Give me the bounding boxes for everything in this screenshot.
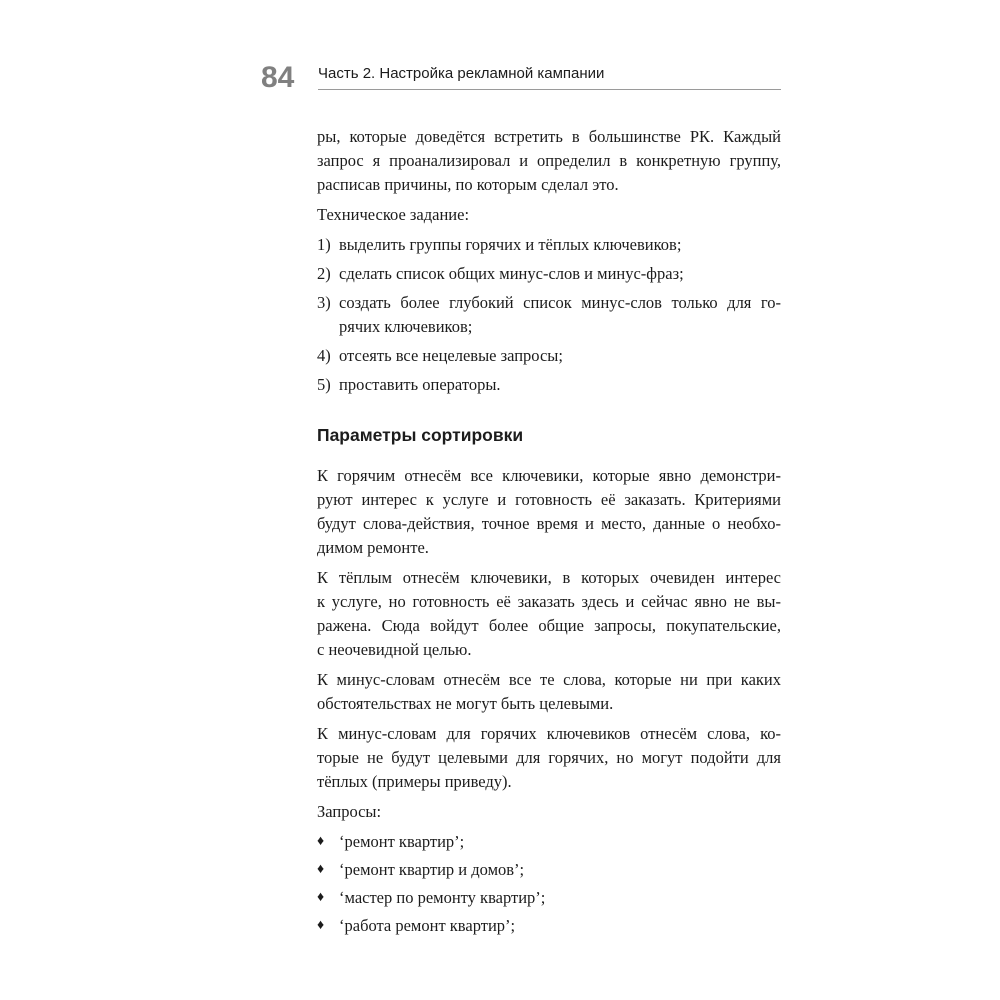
list-text: выделить группы горячих и тёплых ключевиков;	[339, 235, 682, 254]
task-label	[317, 203, 781, 227]
text-line: запрос я проанализировал и определил в конкретную группу,	[317, 151, 781, 170]
running-head: Часть 2. Настройка рекламной кампании	[318, 65, 605, 82]
list-number: 2)	[317, 264, 331, 283]
list-number: 4)	[317, 346, 331, 365]
list-number: 1)	[317, 235, 331, 254]
diamond-bullet-icon: ♦	[317, 862, 325, 877]
page-number: 84	[261, 61, 295, 94]
text-line: Запросы:	[317, 802, 382, 821]
text-line: руют интерес к услуге и готовность её заказать. Критериями	[317, 490, 781, 509]
query-text: ‘мастер по ремонту квартир’;	[339, 888, 546, 907]
text-line: ры, которые доведётся встретить в большинстве РК. Каждый	[317, 127, 781, 146]
paragraph-minus-hot	[317, 722, 781, 794]
text-line: димом ремонте.	[317, 538, 429, 557]
list-text: сделать список общих минус-слов и минус-фраз;	[339, 264, 684, 283]
text-line: К минус-словам для горячих ключевиков отнесём слова, ко-	[317, 724, 781, 743]
diamond-bullet-icon: ♦	[317, 834, 325, 849]
list-text: отсеять все нецелевые запросы;	[339, 346, 563, 365]
text-line: к услуге, но готовность её заказать здесь и сейчас явно не вы-	[317, 592, 781, 611]
text-line: К тёплым отнесём ключевики, в которых очевиден интерес	[317, 568, 781, 587]
queries-list	[317, 830, 781, 938]
text-line: с неочевидной целью.	[317, 640, 472, 659]
page-body	[317, 125, 781, 942]
list-item	[317, 262, 781, 286]
text-line: К минус-словам отнесём все те слова, которые ни при каких	[317, 670, 781, 689]
text-line: расписав причины, по которым сделал это.	[317, 175, 619, 194]
queries-label	[317, 800, 781, 824]
list-item	[317, 858, 781, 882]
task-list	[317, 233, 781, 397]
query-text: ‘ремонт квартир и домов’;	[339, 860, 525, 879]
page-header	[261, 60, 781, 96]
text-line: тёплых (примеры приведу).	[317, 772, 512, 791]
list-item	[317, 233, 781, 257]
diamond-bullet-icon: ♦	[317, 918, 325, 933]
list-item	[317, 830, 781, 854]
query-text: ‘ремонт квартир’;	[339, 832, 465, 851]
text-line: Техническое задание:	[317, 205, 470, 224]
text-line: обстоятельствах не могут быть целевыми.	[317, 694, 614, 713]
diamond-bullet-icon: ♦	[317, 890, 325, 905]
text-line: торые не будут целевыми для горячих, но могут подойти для	[317, 748, 781, 767]
text-line: К горячим отнесём все ключевики, которые явно демонстри-	[317, 466, 781, 485]
list-number: 3)	[317, 293, 331, 312]
header-rule	[318, 89, 781, 90]
text-line: будут слова-действия, точное время и место, данные о необхо-	[317, 514, 781, 533]
paragraph-minus-words	[317, 668, 781, 716]
list-text: проставить операторы.	[339, 375, 501, 394]
list-text: рячих ключевиков;	[339, 317, 473, 336]
list-item	[317, 886, 781, 910]
list-item	[317, 291, 781, 339]
list-item	[317, 344, 781, 368]
list-item	[317, 373, 781, 397]
paragraph-warm	[317, 566, 781, 662]
list-item	[317, 914, 781, 938]
section-heading: Параметры сортировки	[317, 425, 524, 445]
intro-paragraph	[317, 125, 781, 197]
paragraph-hot	[317, 464, 781, 560]
list-text: создать более глубокий список минус-слов только для го-	[339, 293, 781, 312]
query-text: ‘работа ремонт квартир’;	[339, 916, 516, 935]
list-number: 5)	[317, 375, 331, 394]
text-line: ражена. Сюда войдут более общие запросы, покупательские,	[317, 616, 781, 635]
